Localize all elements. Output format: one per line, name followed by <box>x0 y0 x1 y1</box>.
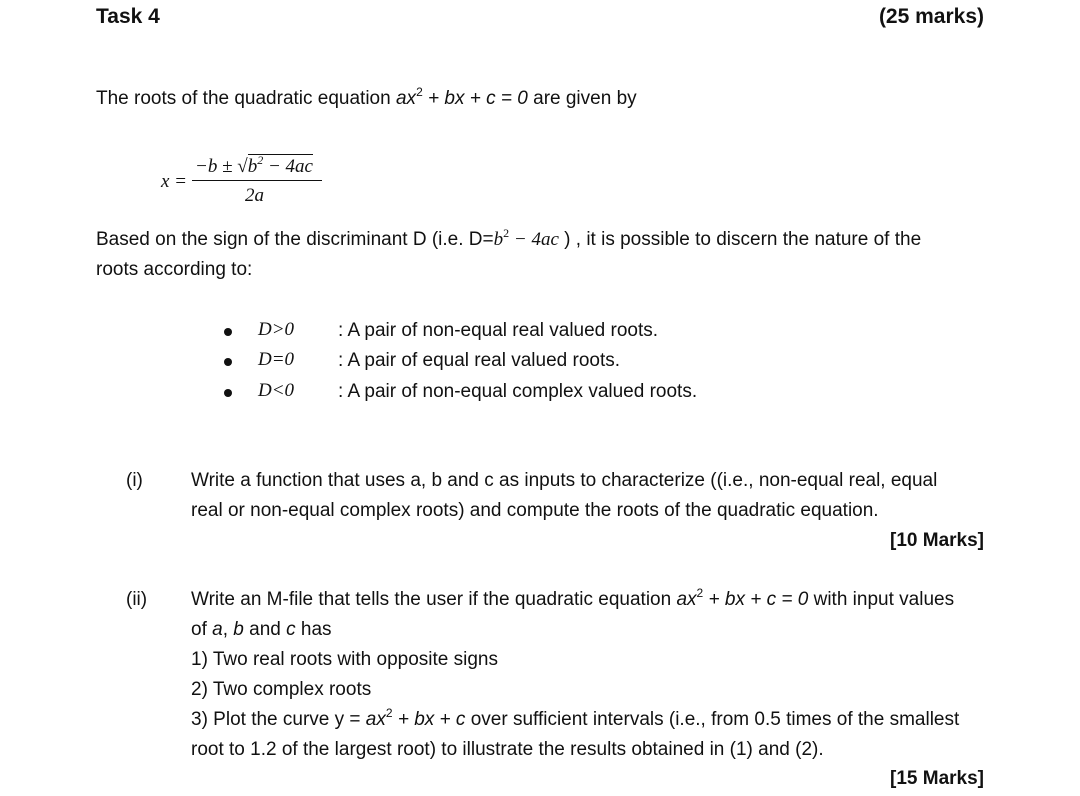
case-3-text: : A pair of non-equal complex valued roots. <box>338 381 698 402</box>
quadratic-formula <box>192 148 322 210</box>
part-ii-eq-exponent: 2 <box>696 586 704 600</box>
case-3-condition: D<0 <box>258 380 295 401</box>
case-2-text: : A pair of equal real valued roots. <box>338 350 621 371</box>
part-ii-item3-line1 <box>191 706 960 731</box>
case-2-condition: D=0 <box>258 349 295 370</box>
part-i-label: (i) <box>126 470 143 491</box>
part-ii-var-b: b <box>233 619 244 640</box>
part-ii-var-a: a <box>212 619 223 640</box>
part-ii-var-c: c <box>286 619 296 640</box>
radicand-exponent: 2 <box>257 153 264 167</box>
part-ii-item3-line2: root to 1.2 of the largest root) to illustrate the results obtained in (1) and (2). <box>191 739 824 760</box>
part-i-marks: [10 Marks] <box>890 530 984 551</box>
part-ii-item3-eq-rest: + bx + c <box>392 709 466 730</box>
part-ii-label: (ii) <box>126 589 148 610</box>
radicand-rest: − 4ac <box>263 156 313 177</box>
part-ii-item1: 1) Two real roots with opposite signs <box>191 649 498 670</box>
part-ii-item3-exponent: 2 <box>385 706 393 720</box>
bullet-3 <box>224 389 232 397</box>
part-ii-has: has <box>295 619 332 640</box>
task-title: Task 4 <box>96 5 160 28</box>
part-ii-marks: [15 Marks] <box>890 768 984 789</box>
part-ii-of: of <box>191 619 213 640</box>
part-ii-line2 <box>191 619 332 641</box>
part-ii-after: with input values <box>808 589 955 610</box>
part-i-line1: Write a function that uses a, b and c as inputs to characterize ((i.e., non-equal real, equal <box>191 470 938 491</box>
part-ii-eq-rest: + bx + c = 0 <box>703 589 809 610</box>
discriminant-line1 <box>96 226 922 251</box>
intro-sentence <box>96 85 637 110</box>
fraction-bar <box>192 180 322 181</box>
bullet-2 <box>224 358 232 366</box>
formula-radicand <box>248 154 313 177</box>
intro-equation-exponent: 2 <box>416 85 423 99</box>
part-ii-eq-ax: ax <box>676 589 697 610</box>
sqrt-sign: √ <box>237 156 248 177</box>
formula-minus-b-pm: −b ± <box>195 156 238 177</box>
intro-equation-ax: ax <box>395 88 417 109</box>
formula-lhs: x = <box>161 171 188 192</box>
formula-numerator <box>195 153 313 178</box>
discriminant-line2: roots according to: <box>96 259 253 280</box>
part-ii-sep1: , <box>222 619 234 640</box>
part-ii-item3-after: over sufficient intervals (i.e., from 0.5 times of the smallest <box>465 709 960 730</box>
bullet-1 <box>224 328 232 336</box>
discriminant-b: b <box>493 229 504 250</box>
discriminant-after: ) , it is possible to discern the nature of the <box>558 229 922 250</box>
discriminant-before: Based on the sign of the discriminant D (i.e. D= <box>96 229 494 250</box>
formula-denominator: 2a <box>245 185 264 206</box>
case-1-text: : A pair of non-equal real valued roots. <box>338 320 659 341</box>
part-ii-item3-eq-ax: ax <box>365 709 386 730</box>
case-1-condition: D>0 <box>258 319 295 340</box>
task-marks: (25 marks) <box>878 5 984 28</box>
intro-equation-rest: + bx + c = 0 <box>422 88 528 109</box>
part-i-line2: real or non-equal complex roots) and compute the roots of the quadratic equation. <box>191 500 879 521</box>
part-ii-item2: 2) Two complex roots <box>191 679 372 700</box>
radicand-b: b <box>247 156 258 177</box>
intro-after: are given by <box>527 88 637 109</box>
part-ii-item3-before: 3) Plot the curve y = <box>191 709 366 730</box>
discriminant-exponent: 2 <box>503 226 510 240</box>
part-ii-before: Write an M-file that tells the user if the quadratic equation <box>191 589 677 610</box>
part-ii-line1 <box>191 586 955 611</box>
part-ii-and: and <box>243 619 287 640</box>
discriminant-rest: − 4ac <box>509 229 559 250</box>
intro-before: The roots of the quadratic equation <box>96 88 396 109</box>
